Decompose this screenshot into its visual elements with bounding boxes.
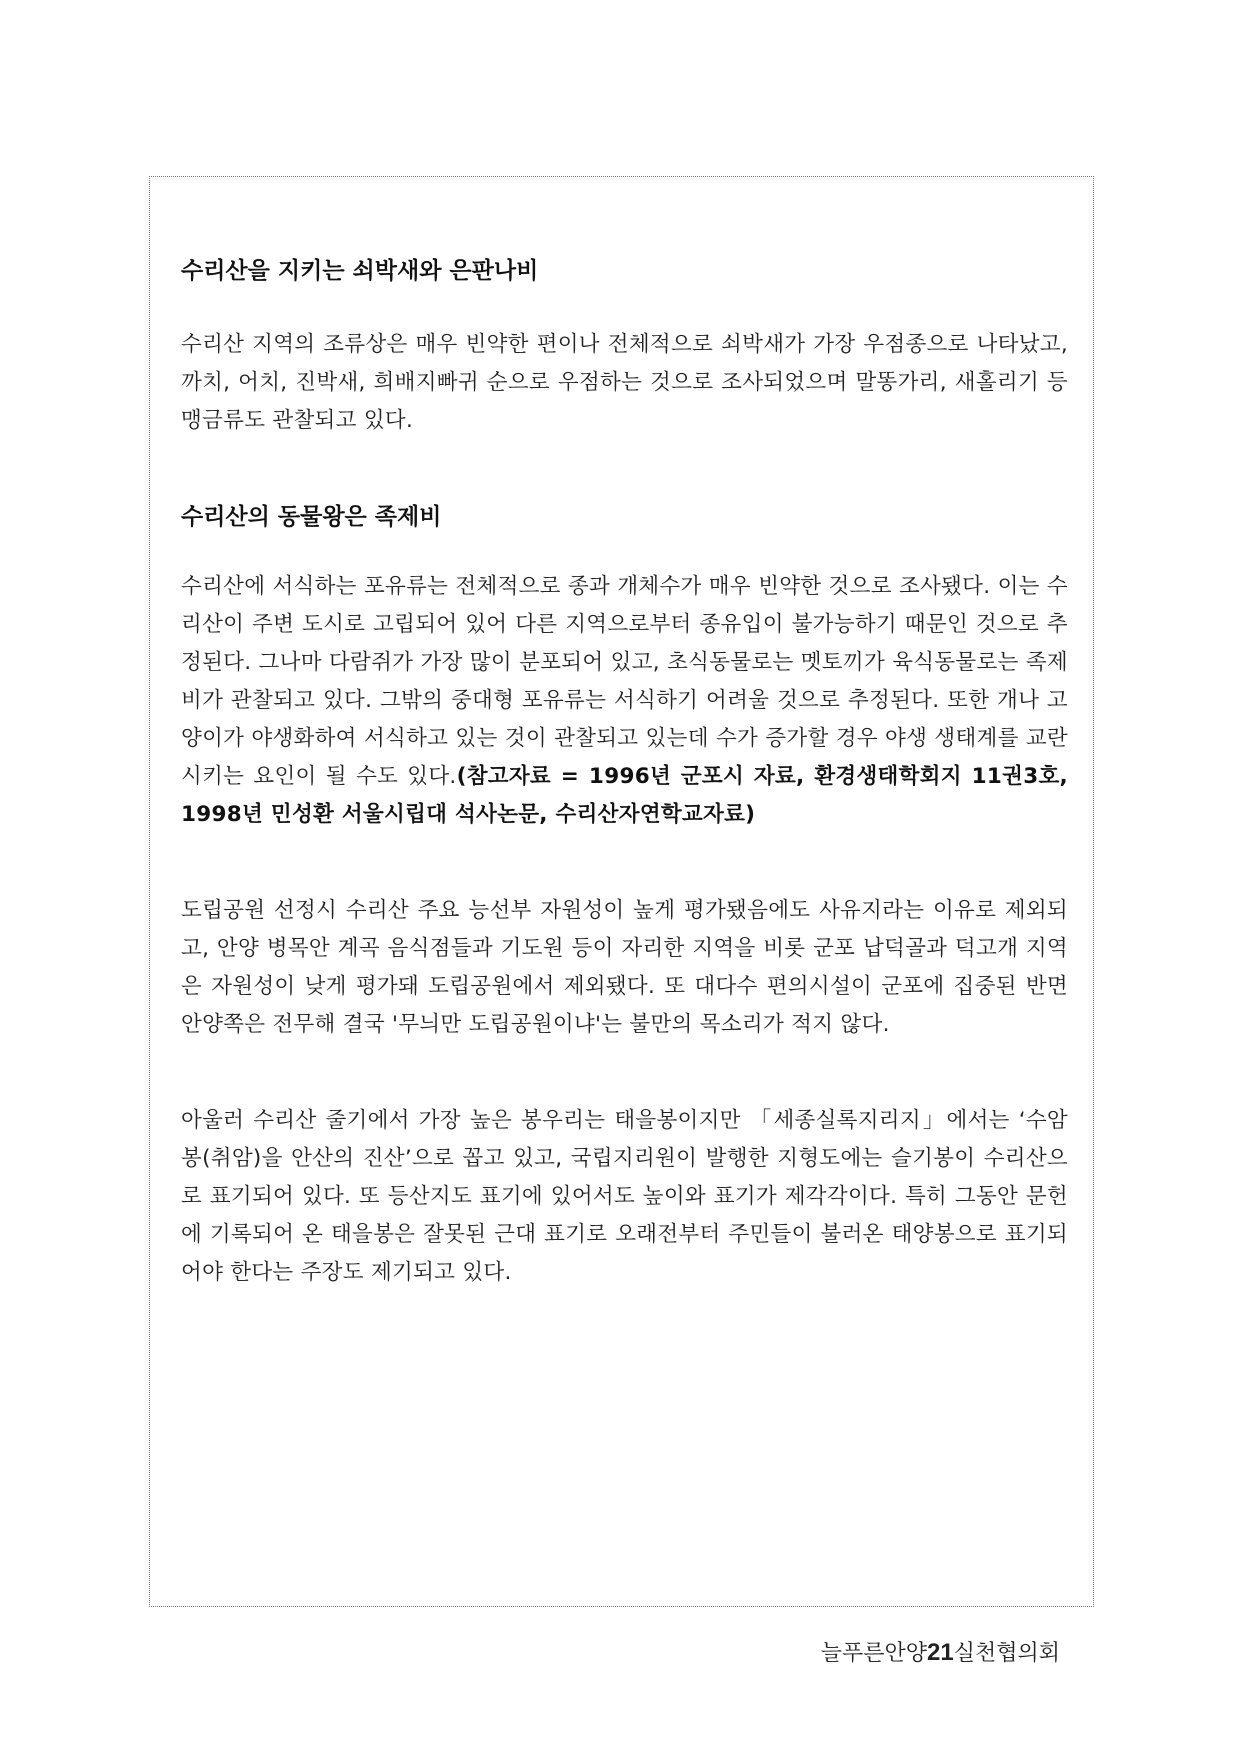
footer-prefix: 늘푸른안양 [820,1641,928,1666]
paragraph-birds: 수리산 지역의 조류상은 매우 빈약한 편이나 전체적으로 쇠박새가 가장 우점종으로 나타났고, 까치, 어치, 진박새, 희배지빠귀 순으로 우점하는 것으로 조사되었으며 말똥가리, 새홀리기 등 맹금류도 관찰되고 있다. [181,332,1068,433]
paragraph-mammals [181,568,1068,834]
footer-organization [821,1636,1060,1667]
footer-suffix: 실천협의회 [953,1641,1060,1666]
paragraph-mammals-text: 수리산에 서식하는 포유류는 전체적으로 종과 개체수가 매우 빈약한 것으로 조사됐다. 이는 수리산이 주변 도시로 고립되어 있어 다른 지역으로부터 종유입이 불가능하기 때문인 것으로 추정된다. 그나마 다람쥐가 가장 많이 분포되어 있고, 초식동물로는 멧토끼가 육식동물로는 족제비가 관찰되고 있다. 그밖의 중대형 포유류는 서식하기 어려울 것으로 추정된다. 또한 개나 고양이가 야생화하여 서식하고 있는 것이 관찰되고 있는데 수가 증가할 경우 야생 생태계를 교란시키는 요인이 될 수도 있다. [181,574,1068,789]
section-heading-birds: 수리산을 지키는 쇠박새와 은판나비 [181,258,539,284]
paragraph-provincial-park: 도립공원 선정시 수리산 주요 능선부 자원성이 높게 평가됐음에도 사유지라는 이유로 제외되고, 안양 병목안 계곡 음식점들과 기도원 등이 자리한 지역을 비롯 군포 납덕골과 덕고개 지역은 자원성이 낮게 평가돼 도립공원에서 제외됐다. 또 대다수 편의시설이 군포에 집중된 반면 안양쪽은 전무해 결국 '무늬만 도립공원이냐'는 불만의 목소리가 적지 않다. [181,898,1068,1037]
document-body [181,252,1068,1292]
footer-number: 21 [927,1639,954,1666]
reference-note: (참고자료 = 1996년 군포시 자료, 환경생태학회지 11권3호, 1998년 민성환 서울시립대 석사논문, 수리산자연학교자료) [181,764,1069,827]
paragraph-peak-names: 아울러 수리산 줄기에서 가장 높은 봉우리는 태을봉이지만 「세종실록지리지」에서는 ‘수암봉(취암)을 안산의 진산’으로 꼽고 있고, 국립지리원이 발행한 지형도에는 슬기봉이 수리산으로 표기되어 있다. 또 등산지도 표기에 있어서도 높이와 표기가 제각각이다. 특히 그동안 문헌에 기록되어 온 태을봉은 잘못된 근대 표기로 오래전부터 주민들이 불러온 태양봉으로 표기되어야 한다는 주장도 제기되고 있다. [181,1108,1068,1285]
section-heading-mammals: 수리산의 동물왕은 족제비 [181,504,442,530]
